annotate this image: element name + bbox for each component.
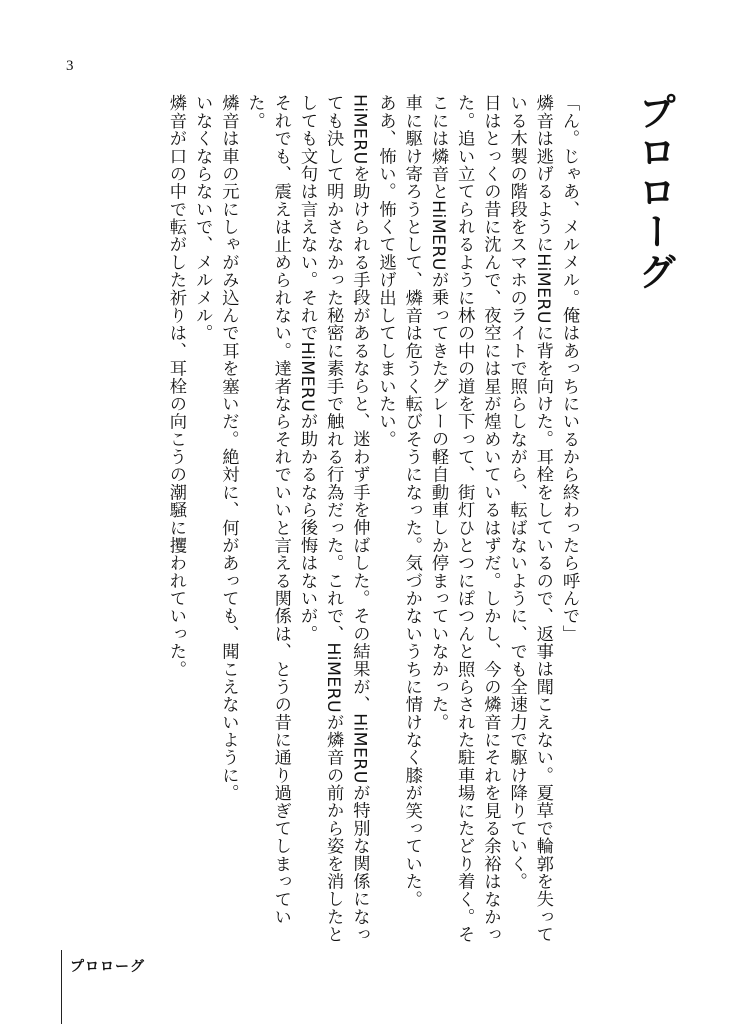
paragraph: 「ん。じゃあ、メルメル。俺はあっちにいるから終わったら呼んで」	[559, 94, 579, 643]
paragraph: 燐音は逃げるようにHiMERUに背を向けた。耳栓をしているので、返事は聞こえない。夏草で輪郭を失っている木製の階段をスマホのライトで照らしながら、転ばないように、でも全速力で駆け降りていく。	[506, 94, 553, 944]
footer-divider	[61, 950, 62, 1024]
paragraph: それでも、震えは止められない。達者ならそれでいいと言える関係は、とうの昔に通り過ぎてしまっていた。	[244, 94, 291, 926]
paragraph: ああ、怖い。怖くて逃げ出してしまいたい。	[375, 94, 396, 448]
paragraph: 燐音は車の元にしゃがみ込んで耳を塞いだ。絶対に、何があっても、聞こえないように。	[218, 94, 239, 802]
chapter-title: プロローグ	[632, 92, 676, 292]
paragraph: 車に駆け寄ろうとして、燐音は危うく転びそうになった。気づかないうちに情けなく膝が笑っていた。	[401, 94, 422, 908]
paragraph: HiMERUを助けられる手段があるならと、迷わず手を伸ばした。その結果が、HiMERUが特別な関係になっても決して明かさなかった秘密に素手で触れる行為だった。これで、HiMERUが燐音の前から姿を消したとしても文句は言えない。それでHiMERUが助かるなら後悔はないが。	[296, 94, 370, 944]
running-head: プロローグ	[70, 959, 145, 975]
paragraph: 燐音が口の中で転がした祈りは、耳栓の向こうの潮騒に攫われていった。	[165, 94, 186, 678]
page-number: 3	[66, 58, 74, 74]
body-text	[110, 94, 582, 954]
paragraph: 日はとっくの昔に沈んで、夜空には星が煌めいているはずだ。しかし、今の燐音にそれを見る余裕はなかった。追い立てられるように林の中の道を下って、街灯ひとつにぽつんと照らされた駐車場にたどり着く。そこには燐音とHiMERUが乗ってきたグレーの軽自動車しか停まっていなかった。	[427, 94, 501, 944]
paragraph: いなくならないで、メルメル。	[192, 94, 213, 342]
